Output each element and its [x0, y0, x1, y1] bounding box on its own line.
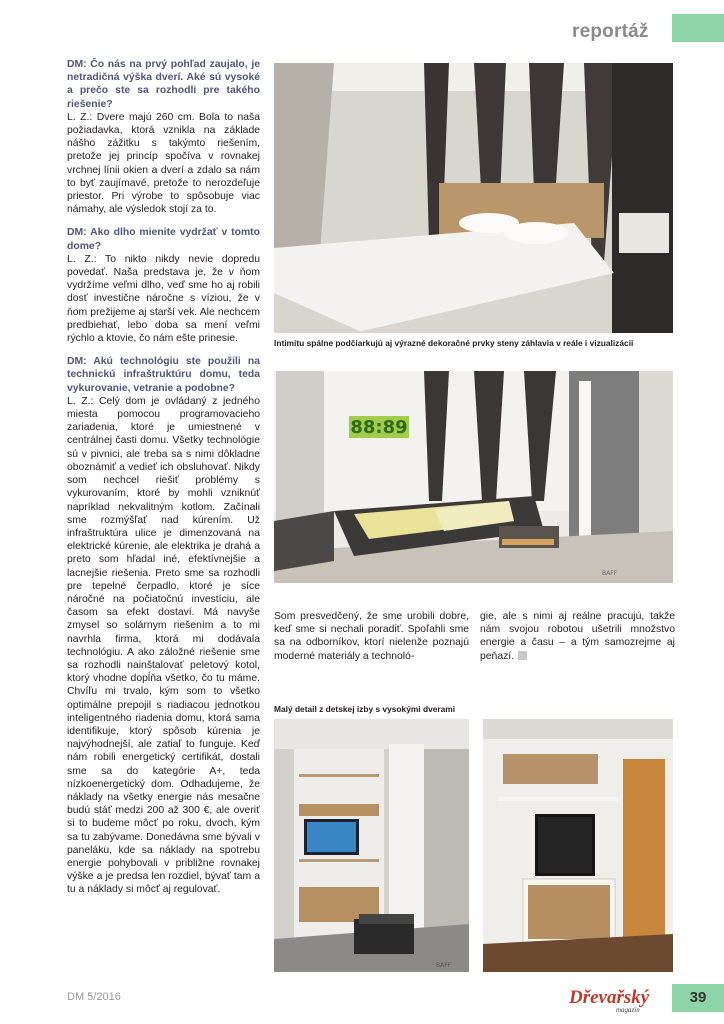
- bedroom-photo: [274, 63, 673, 333]
- interview-column: [67, 58, 260, 897]
- question-2: DM: Ako dlho mienite vydržať v tomto dome?: [67, 227, 260, 252]
- mid-text-col-1: Som presvedčený, že sme urobili dobre, keď sme si nechali poradiť. Spoľahli sme sa na odborníkov, ktorí nielenže poznajú moderné materiály a technoló-: [274, 611, 469, 662]
- mid-text-col-2-body: gie, ale s nimi aj reálne pracujú, takže nám svojou robotou ušetrili množstvo energie a času – a tým samozrejme aj peňazí.: [480, 611, 675, 662]
- question-3: DM: Akú technológiu ste použili na technickú infraštruktúru domu, teda vykurovanie, vetranie a podobne?: [67, 356, 260, 394]
- section-tab: [672, 14, 724, 42]
- answer-3: L. Z.: Celý dom je ovládaný z jedného miesta pomocou programovacieho zariadenia, ktoré je umiestnené v centrálnej časti domu. Všetky technológie sú v pivnici, ale treba sa s nimi dôkladne oboznámiť a vedieť ich obsluhovať. Nikdy som nechcel riešiť problémy s vykurovaním, ktoré by mohli vzniknúť napríklad nekvalitným kotlom. Začínali sme rozmýšľať nad kúrením. Už infraštruktúra ulice je dimenzovaná na elektrické kúrenie, ale elektrika je drahá a preto som hľadal iné, efektívnejšie a lacnejšie riešenia. Preto sme sa rozhodli pre tepelné čerpadlo, ktoré je síce náročné na počiatočnú investíciu, ale časom sa efekt dostaví. Má navyše zmysel so solárnym riešením a to mi navrhla firma, ktorá mi dodávala technológiu. A ako záložné riešenie sme sa rozhodli nainštalovať peletový kotol, ktorý vhodne dopĺňa všetko, čo tu máme. Chvíľu mi trvalo, kým som to všetko optimálne prepojil s riadiacou jednotkou inteligentného riadenia domu, ktorá sama identifikuje, ktorý spôsob kúrenia je najvýhodnejší, ale zatiaľ to funguje. Keď nám robili energetický certifikát, dostali sme sa do kategórie A+, teda nízkoenergetický dom. Odhadujeme, že náklady na všetky energie nás mesačne budú stáť medzi 200 až 300 €, ale overiť si to budeme môcť po roku, dvoch, kým sa tu zabývame. Donedávna sme bývali v paneláku, kde sa náklady na spotrebu energie pohybovali v približne rovnakej výške a je predsa len rozdiel, bývať tam a tu a náklady si môcť aj regulovať.: [67, 395, 260, 896]
- answer-1: L. Z.: Dvere majú 260 cm. Bola to naša požiadavka, ktorá vznikla na základe nášho zážitku s takýmto riešením, pretože jej princíp spočíva v rovnakej vrchnej línii okien a dverí a zdalo sa nám to byť zaujímavé, pretože to nerozdeľuje priestor. Pri výrobe to spôsobuje viac námahy, ale výsledok stojí za to.: [67, 111, 260, 216]
- section-label: reportáž: [572, 21, 649, 42]
- kids-room-caption: Malý detail z detskej izby s vysokými dverami: [274, 704, 456, 714]
- render-clock-digits: 88:89: [350, 417, 408, 438]
- kids-room-render-photo: [274, 719, 469, 972]
- bedroom-caption: Intimitu spálne podčiarkujú aj výrazné dekoračné prvky steny záhlavia v reále i vizualizácii: [274, 338, 634, 348]
- magazine-logo: Dřevařský: [569, 987, 650, 1008]
- render-photo: [274, 371, 673, 583]
- answer-2: L. Z.: To nikto nikdy nevie dopredu povedať. Naša predstava je, že v ňom vydržíme veľmi dlho, veď sme ho aj robili dosť investične náročne s víziou, že v ňom prežijeme aj starší vek. Ale nechcem predbiehať, lebo doba sa mení veľmi rýchlo a ktovie, čo nám ešte prinesie.: [67, 253, 260, 345]
- mid-text-col-2: [480, 610, 675, 663]
- magazine-logo-sub: magazín: [616, 1006, 640, 1014]
- kids-room-photo: [483, 719, 673, 972]
- kids-render-watermark: BAFF: [436, 962, 452, 969]
- question-1: DM: Čo nás na prvý pohľad zaujalo, je netradičná výška dverí. Aké sú vysoké a prečo ste sa rozhodli pre takého riešenie?: [67, 59, 260, 110]
- issue-label: DM 5/2016: [67, 991, 121, 1003]
- page-number: 39: [672, 984, 724, 1012]
- end-mark-icon: [518, 651, 527, 660]
- render-watermark: BAFF: [602, 570, 618, 577]
